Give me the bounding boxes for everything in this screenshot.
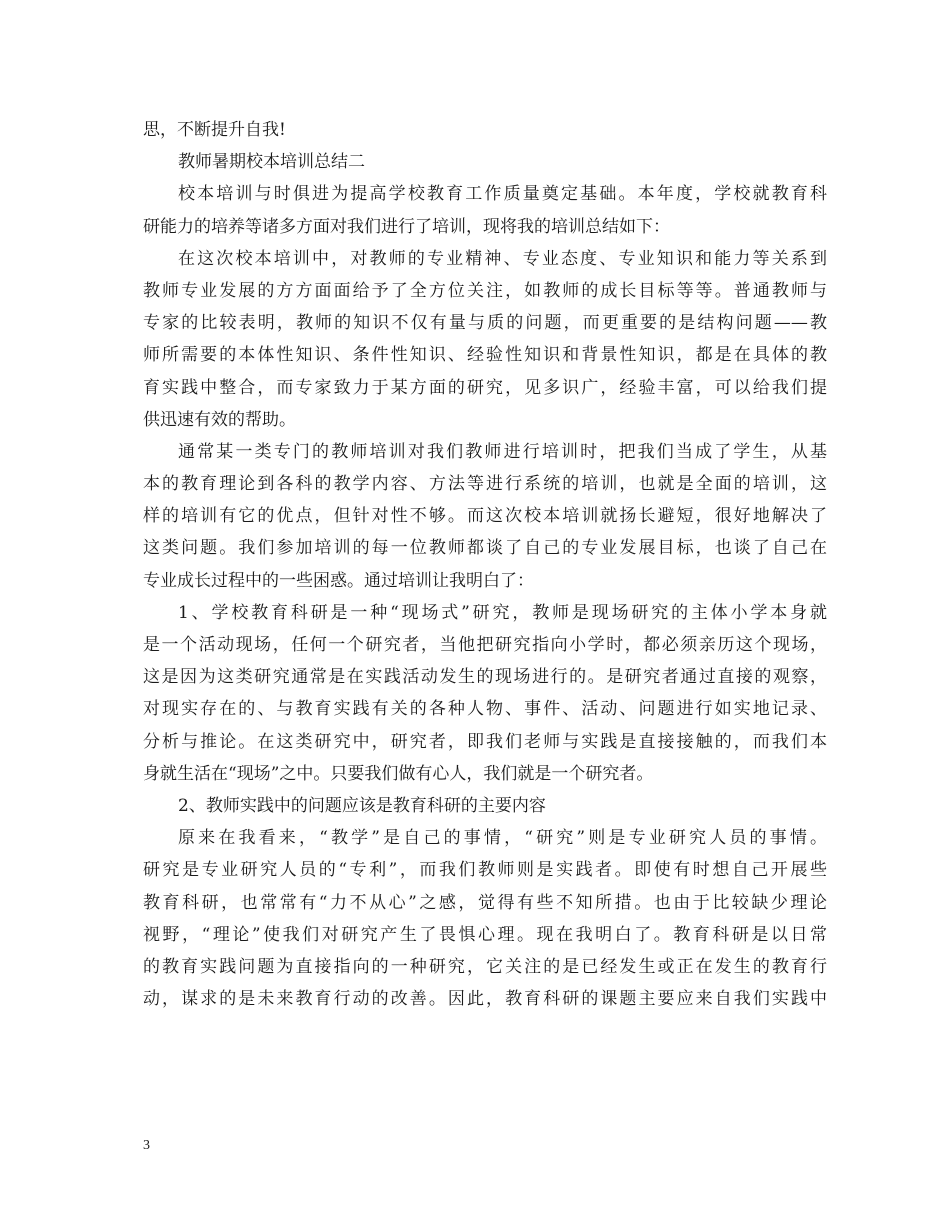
text-line: 本的教育理论到各科的教学内容、方法等进行系统的培训，也就是全面的培训，这 (143, 474, 827, 495)
document-body (143, 114, 827, 1015)
text-line: 动，谋求的是未来教育行动的改善。因此，教育科研的课题主要应来自我们实践中 (143, 989, 827, 1010)
text-line: 专业成长过程中的一些困惑。通过培训让我明白了： (143, 570, 534, 591)
text-line: 这类问题。我们参加培训的每一位教师都谈了自己的专业发展目标，也谈了自己在 (143, 538, 827, 559)
text-line: 对现实存在的、与教育实践有关的各种人物、事件、活动、问题进行如实地记录、 (143, 699, 827, 720)
text-line: 在这次校本培训中，对教师的专业精神、专业态度、专业知识和能力等关系到 (178, 248, 827, 269)
text-line: 的教育实践问题为直接指向的一种研究，它关注的是已经发生或正在发生的教育行 (143, 956, 827, 977)
text-line: 是一个活动现场，任何一个研究者，当他把研究指向小学时，都必须亲历这个现场， (143, 635, 827, 655)
text-line: 这是因为这类研究通常是在实践活动发生的现场进行的。是研究者通过直接的观察， (143, 667, 827, 688)
text-line: 教师暑期校本培训总结二 (178, 152, 365, 173)
text-line: 身就生活在“现场”之中。只要我们做有心人，我们就是一个研究者。 (143, 763, 654, 784)
text-line: 原来在我看来，“教学”是自己的事情，“研究”则是专业研究人员的事情。 (178, 828, 827, 849)
text-line: 分析与推论。在这类研究中，研究者，即我们老师与实践是直接接触的，而我们本 (143, 731, 827, 752)
text-line: 教师专业发展的方方面面给予了全方位关注，如教师的成长目标等等。普通教师与 (143, 280, 827, 301)
text-line: 师所需要的本体性知识、条件性知识、经验性知识和背景性知识，都是在具体的教 (143, 345, 827, 366)
text-line: 视野，“理论”使我们对研究产生了畏惧心理。现在我明白了。教育科研是以日常 (143, 924, 827, 945)
text-line: 教育科研，也常常有“力不从心”之感，觉得有些不知所措。也由于比较缺少理论 (143, 892, 827, 913)
text-line: 样的培训有它的优点，但针对性不够。而这次校本培训就扬长避短，很好地解决了 (143, 506, 827, 527)
text-line: 1、学校教育科研是一种“现场式”研究，教师是现场研究的主体小学本身就 (178, 602, 827, 623)
text-line: 专家的比较表明，教师的知识不仅有量与质的问题，而更重要的是结构问题——教 (143, 313, 827, 334)
text-line: 育实践中整合，而专家致力于某方面的研究，见多识广，经验丰富，可以给我们提 (143, 377, 827, 398)
text-line: 思，不断提升自我! (143, 120, 286, 140)
text-line: 校本培训与时俱进为提高学校教育工作质量奠定基础。本年度，学校就教育科 (178, 184, 827, 205)
text-line: 通常某一类专门的教师培训对我们教师进行培训时，把我们当成了学生，从基 (178, 441, 827, 462)
page-number: 3 (143, 1138, 150, 1153)
text-line: 2、教师实践中的问题应该是教育科研的主要内容 (178, 795, 546, 816)
text-line: 研能力的培养等诸多方面对我们进行了培训，现将我的培训总结如下： (143, 216, 670, 237)
text-line: 供迅速有效的帮助。 (143, 409, 296, 430)
text-line: 研究是专业研究人员的“专利”，而我们教师则是实践者。即使有时想自己开展些 (143, 860, 827, 881)
